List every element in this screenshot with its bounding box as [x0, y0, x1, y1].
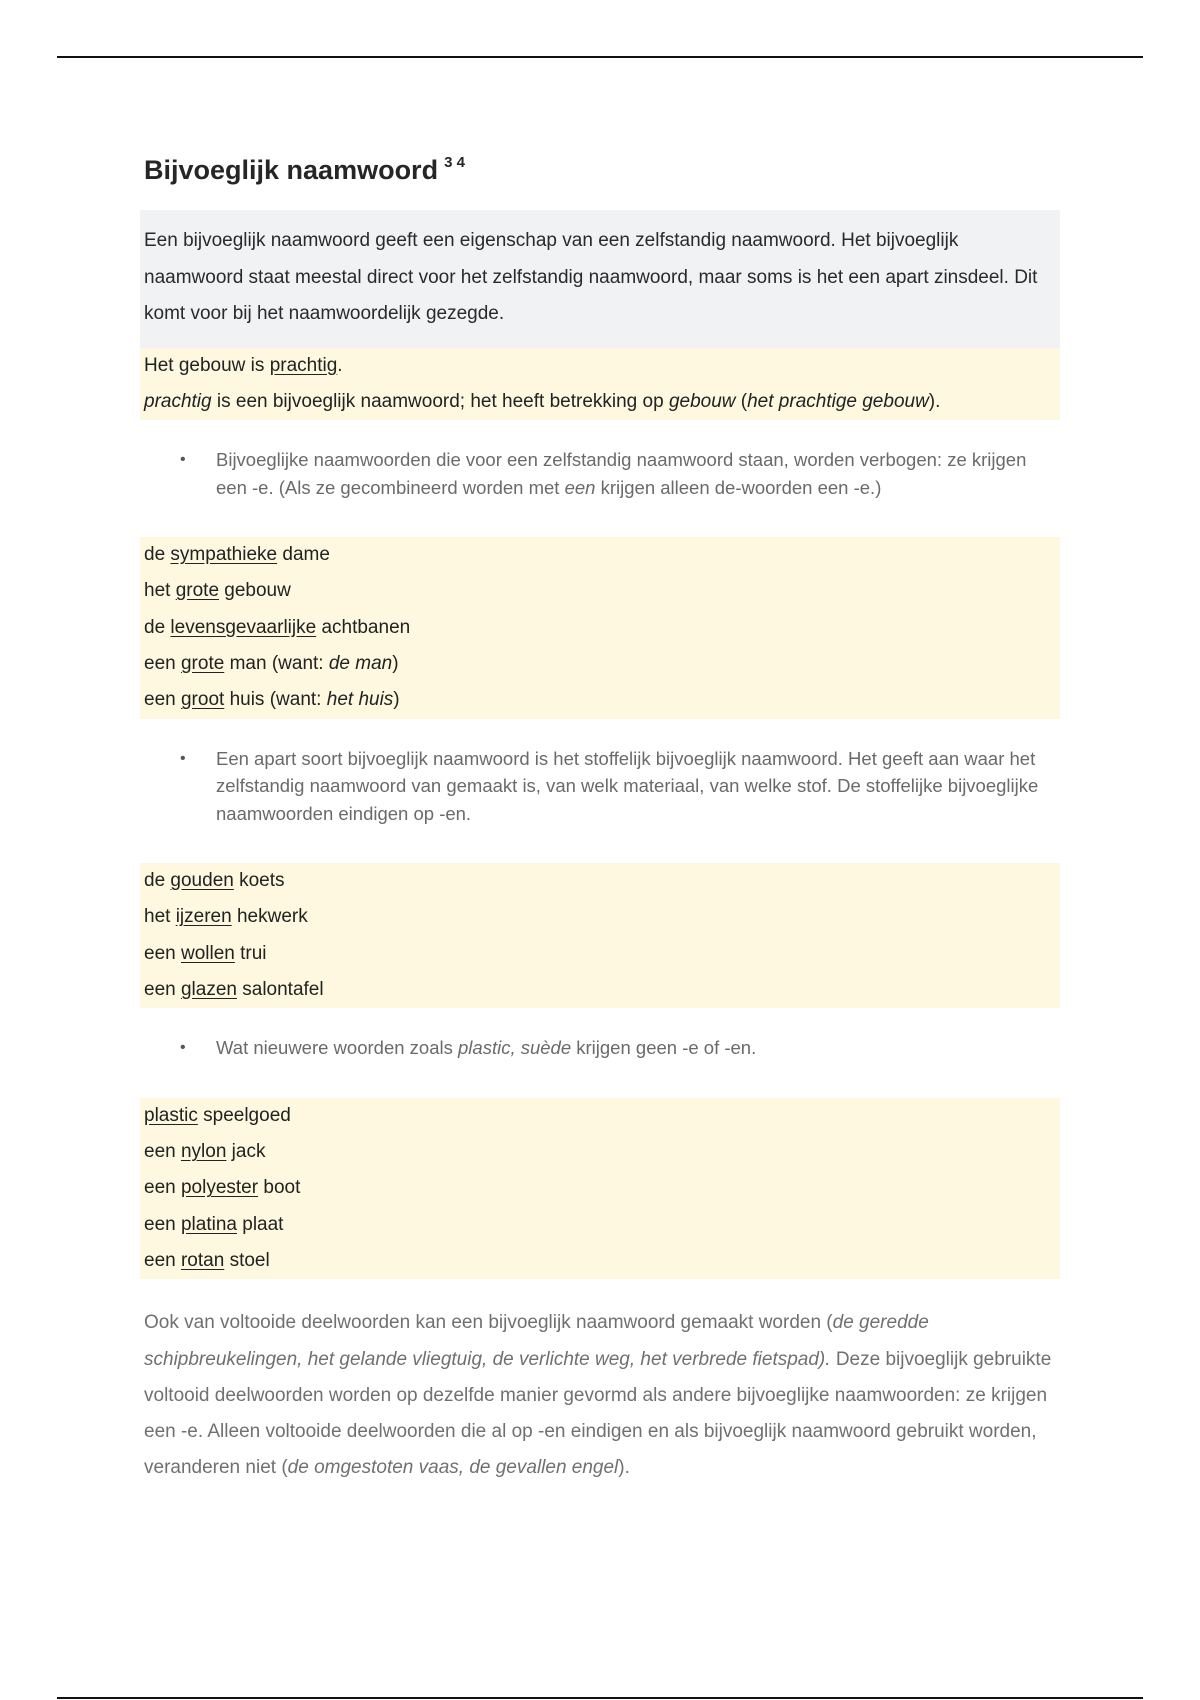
- bullet-emphasis: plastic, suède: [458, 1037, 572, 1059]
- example-text: de: [144, 870, 171, 892]
- title-footnote-refs: 3 4: [444, 154, 465, 171]
- example-note: ): [393, 689, 400, 711]
- example-line: [144, 537, 1056, 573]
- example-adjective: ijzeren: [175, 906, 232, 928]
- example-adjective: prachtig: [269, 354, 338, 376]
- bullet-dot-icon: •: [180, 451, 186, 469]
- example-text: jack: [226, 1141, 266, 1163]
- example-text: het: [144, 906, 176, 928]
- example-line: [144, 610, 1056, 646]
- example-text: een: [144, 1141, 181, 1163]
- bullet-dot-icon: •: [180, 1039, 186, 1057]
- example-emphasis: prachtig: [144, 390, 212, 412]
- example-text: plaat: [236, 1213, 284, 1235]
- closing-text: Deze bijvoeglijk gebruikte voltooid deelwoorden worden op dezelfde manier gevormd als andere bijvoeglijke naamwoorden: ze krijgen een -e. Alleen voltooide deelwoorden die al op -en eindigen en als bijvoeglijk naamwoord gebruikt worden, veranderen niet (: [144, 1348, 1052, 1479]
- bullet-list-3: [140, 1034, 1060, 1062]
- example-line: [144, 1134, 1056, 1170]
- example-text: (: [735, 390, 748, 412]
- page-title: [144, 140, 1060, 210]
- bullet-item: [180, 745, 1060, 828]
- example-text: een: [144, 652, 181, 674]
- bullet-list-2: [140, 745, 1060, 828]
- closing-paragraph: [140, 1305, 1060, 1486]
- example-text: stoel: [224, 1249, 270, 1271]
- example-text: achtbanen: [316, 616, 411, 638]
- example-adjective: nylon: [180, 1141, 227, 1163]
- example-box-4: [140, 1098, 1060, 1279]
- example-explanation: [144, 384, 1056, 420]
- example-text: een: [144, 978, 181, 1000]
- example-line: [144, 348, 1056, 384]
- closing-emphasis: de omgestoten vaas, de gevallen engel: [287, 1457, 619, 1479]
- example-adjective: groot: [180, 689, 225, 711]
- example-text: een: [144, 1213, 181, 1235]
- example-text: gebouw: [219, 580, 291, 602]
- example-text: ).: [928, 390, 941, 412]
- example-text: is een bijvoeglijk naamwoord; het heeft betrekking op: [211, 390, 669, 412]
- top-rule: [57, 56, 1143, 58]
- example-text: salontafel: [236, 978, 324, 1000]
- example-line: [144, 1170, 1056, 1206]
- example-text: speelgoed: [197, 1104, 291, 1126]
- closing-text: ).: [618, 1457, 630, 1479]
- document-body: [140, 140, 1060, 1487]
- example-line: [144, 573, 1056, 609]
- example-line: [144, 972, 1056, 1008]
- example-text: de: [144, 544, 171, 566]
- example-note: (want:: [271, 652, 329, 674]
- example-text: het: [144, 580, 176, 602]
- example-adjective: gouden: [170, 870, 234, 892]
- bullet-item: [180, 1034, 1060, 1062]
- example-text: man: [224, 652, 272, 674]
- bottom-rule: [57, 1697, 1143, 1699]
- example-box-1: [140, 348, 1060, 421]
- bullet-emphasis: een: [564, 476, 596, 498]
- example-text: dame: [277, 544, 330, 566]
- intro-text: Een bijvoeglijk naamwoord geeft een eigenschap van een zelfstandig naamwoord. Het bijvoeglijk naamwoord staat meestal direct voor het zelfstandig naamwoord, maar soms is het een apart zinsdeel. Dit komt voor bij het naamwoordelijk gezegde.: [144, 230, 1038, 324]
- intro-box: [140, 210, 1060, 348]
- example-adjective: rotan: [180, 1249, 225, 1271]
- bullet-list-1: [140, 446, 1060, 501]
- example-note: ): [392, 652, 399, 674]
- example-text: koets: [233, 870, 285, 892]
- bullet-dot-icon: •: [180, 749, 186, 767]
- example-text: boot: [258, 1177, 301, 1199]
- example-note-emphasis: het huis: [326, 689, 394, 711]
- example-text: hekwerk: [231, 906, 308, 928]
- example-text: trui: [234, 942, 267, 964]
- bullet-text: krijgen geen -e of -en.: [571, 1037, 757, 1059]
- example-adjective: glazen: [180, 978, 237, 1000]
- example-text: huis: [224, 689, 270, 711]
- example-adjective: grote: [175, 580, 220, 602]
- example-line: [144, 1098, 1056, 1134]
- example-adjective: grote: [180, 652, 225, 674]
- bullet-item: [180, 446, 1060, 501]
- example-text: Het gebouw is: [144, 354, 270, 376]
- bullet-text: Een apart soort bijvoeglijk naamwoord is het stoffelijk bijvoeglijk naamwoord. Het geeft aan waar het zelfstandig naamwoord van gemaakt is, van welk materiaal, van welke stof. De stoffelijke bijvoeglijke naamwoorden eindigen op -en.: [216, 747, 1039, 824]
- example-text: de: [144, 616, 171, 638]
- example-line: [144, 1207, 1056, 1243]
- example-note: (want:: [269, 689, 327, 711]
- example-line: [144, 936, 1056, 972]
- example-adjective: platina: [180, 1213, 237, 1235]
- example-text: een: [144, 942, 181, 964]
- example-emphasis: gebouw: [668, 390, 736, 412]
- example-line: [144, 899, 1056, 935]
- example-line: [144, 863, 1056, 899]
- example-adjective: sympathieke: [170, 544, 278, 566]
- example-line: [144, 682, 1056, 718]
- example-adjective: polyester: [180, 1177, 259, 1199]
- example-text: een: [144, 1177, 181, 1199]
- example-line: [144, 646, 1056, 682]
- example-line: [144, 1243, 1056, 1279]
- example-adjective: wollen: [180, 942, 235, 964]
- bullet-text: Bijvoeglijke naamwoorden die voor een zelfstandig naamwoord staan, worden verbogen: ze krijgen een -e. (Als ze gecombineerd worden met: [216, 449, 1027, 498]
- example-emphasis: het prachtige gebouw: [747, 390, 929, 412]
- closing-emphasis: de geredde schipbreukelingen, het gelande vliegtuig, de verlichte weg, het verbrede fietspad).: [144, 1312, 929, 1370]
- example-note-emphasis: de man: [328, 652, 393, 674]
- closing-text: Ook van voltooide deelwoorden kan een bijvoeglijk naamwoord gemaakt worden (: [144, 1312, 833, 1334]
- example-adjective: levensgevaarlijke: [170, 616, 317, 638]
- example-box-3: [140, 863, 1060, 1008]
- example-box-2: [140, 537, 1060, 718]
- title-text: Bijvoeglijk naamwoord: [144, 155, 439, 185]
- bullet-text: krijgen alleen de-woorden een -e.): [595, 476, 882, 498]
- example-text: een: [144, 1249, 181, 1271]
- bullet-text: Wat nieuwere woorden zoals: [216, 1037, 458, 1059]
- example-adjective: plastic: [144, 1104, 198, 1126]
- example-text: een: [144, 689, 181, 711]
- example-text: .: [337, 354, 343, 376]
